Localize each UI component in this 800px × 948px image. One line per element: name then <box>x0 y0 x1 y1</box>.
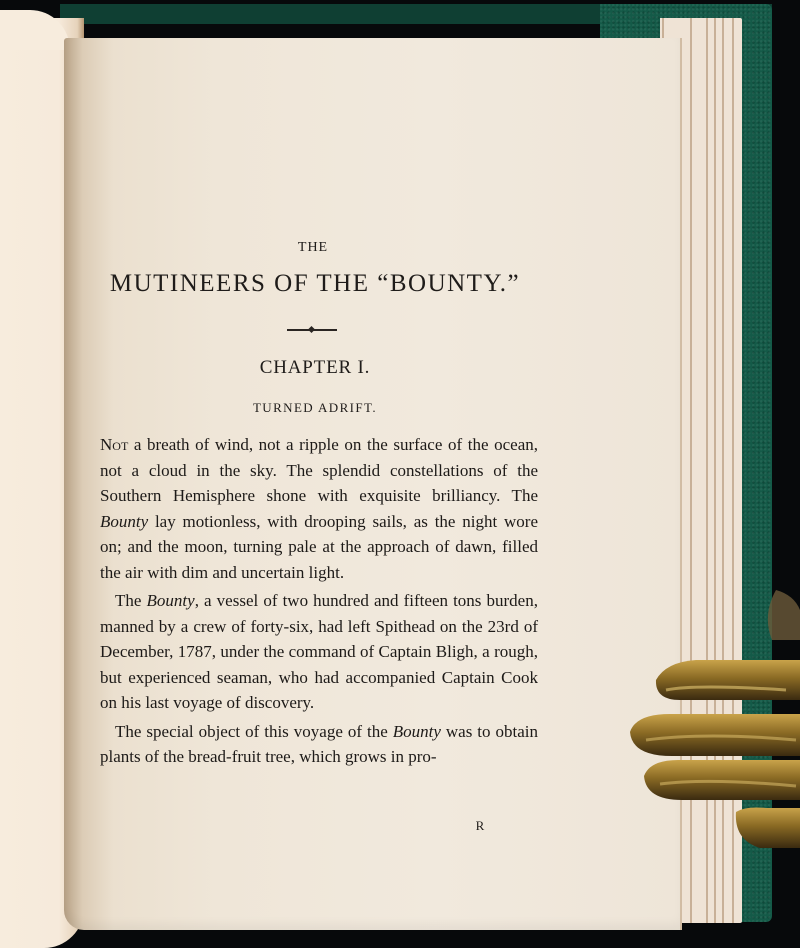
signature-mark: R <box>475 818 485 833</box>
paragraph-3 <box>100 719 538 770</box>
chapter-body <box>100 432 538 770</box>
book-title: MUTINEERS OF THE “BOUNTY.” <box>109 270 521 297</box>
ship-name-italic: Bounty <box>100 511 149 531</box>
title-prefix: THE <box>297 240 329 255</box>
paragraph-2 <box>100 588 538 716</box>
ship-name-italic: Bounty <box>146 591 195 610</box>
paragraph-text: The special object of this voyage of the <box>115 721 393 741</box>
ship-name-italic: Bounty <box>392 721 441 741</box>
drop-lead-word: Not <box>100 435 129 454</box>
paragraph-text: lay motionless, with drooping sails, as the night wore on; and the moon, turning pale at the approach of dawn, filled the air with dim and uncertain light. <box>100 511 538 582</box>
paragraph-text: , a vessel of two hundred and fifteen tons burden, manned by a crew of forty-six, had left Spithead on the 23rd of December, 1787, under the command of Captain Bligh, a rough, but experienced seaman, who had accompanied Captain Cook on his last voyage of discovery. <box>100 591 538 712</box>
brass-hand-bookend-icon <box>626 580 800 880</box>
chapter-title: TURNED ADRIFT. <box>252 400 378 415</box>
paragraph-text: The <box>115 591 147 610</box>
paragraph-1 <box>100 432 538 585</box>
paragraph-text: was to obtain plants of the bread-fruit tree, which grows in pro- <box>100 721 538 766</box>
chapter-heading: CHAPTER I. <box>259 357 371 378</box>
paragraph-text: a breath of wind, not a ripple on the surface of the ocean, not a cloud in the sky. The splendid constellations of the Southern Hemisphere shone with exquisite brilliancy. The <box>100 435 538 505</box>
ornamental-divider <box>287 329 337 331</box>
